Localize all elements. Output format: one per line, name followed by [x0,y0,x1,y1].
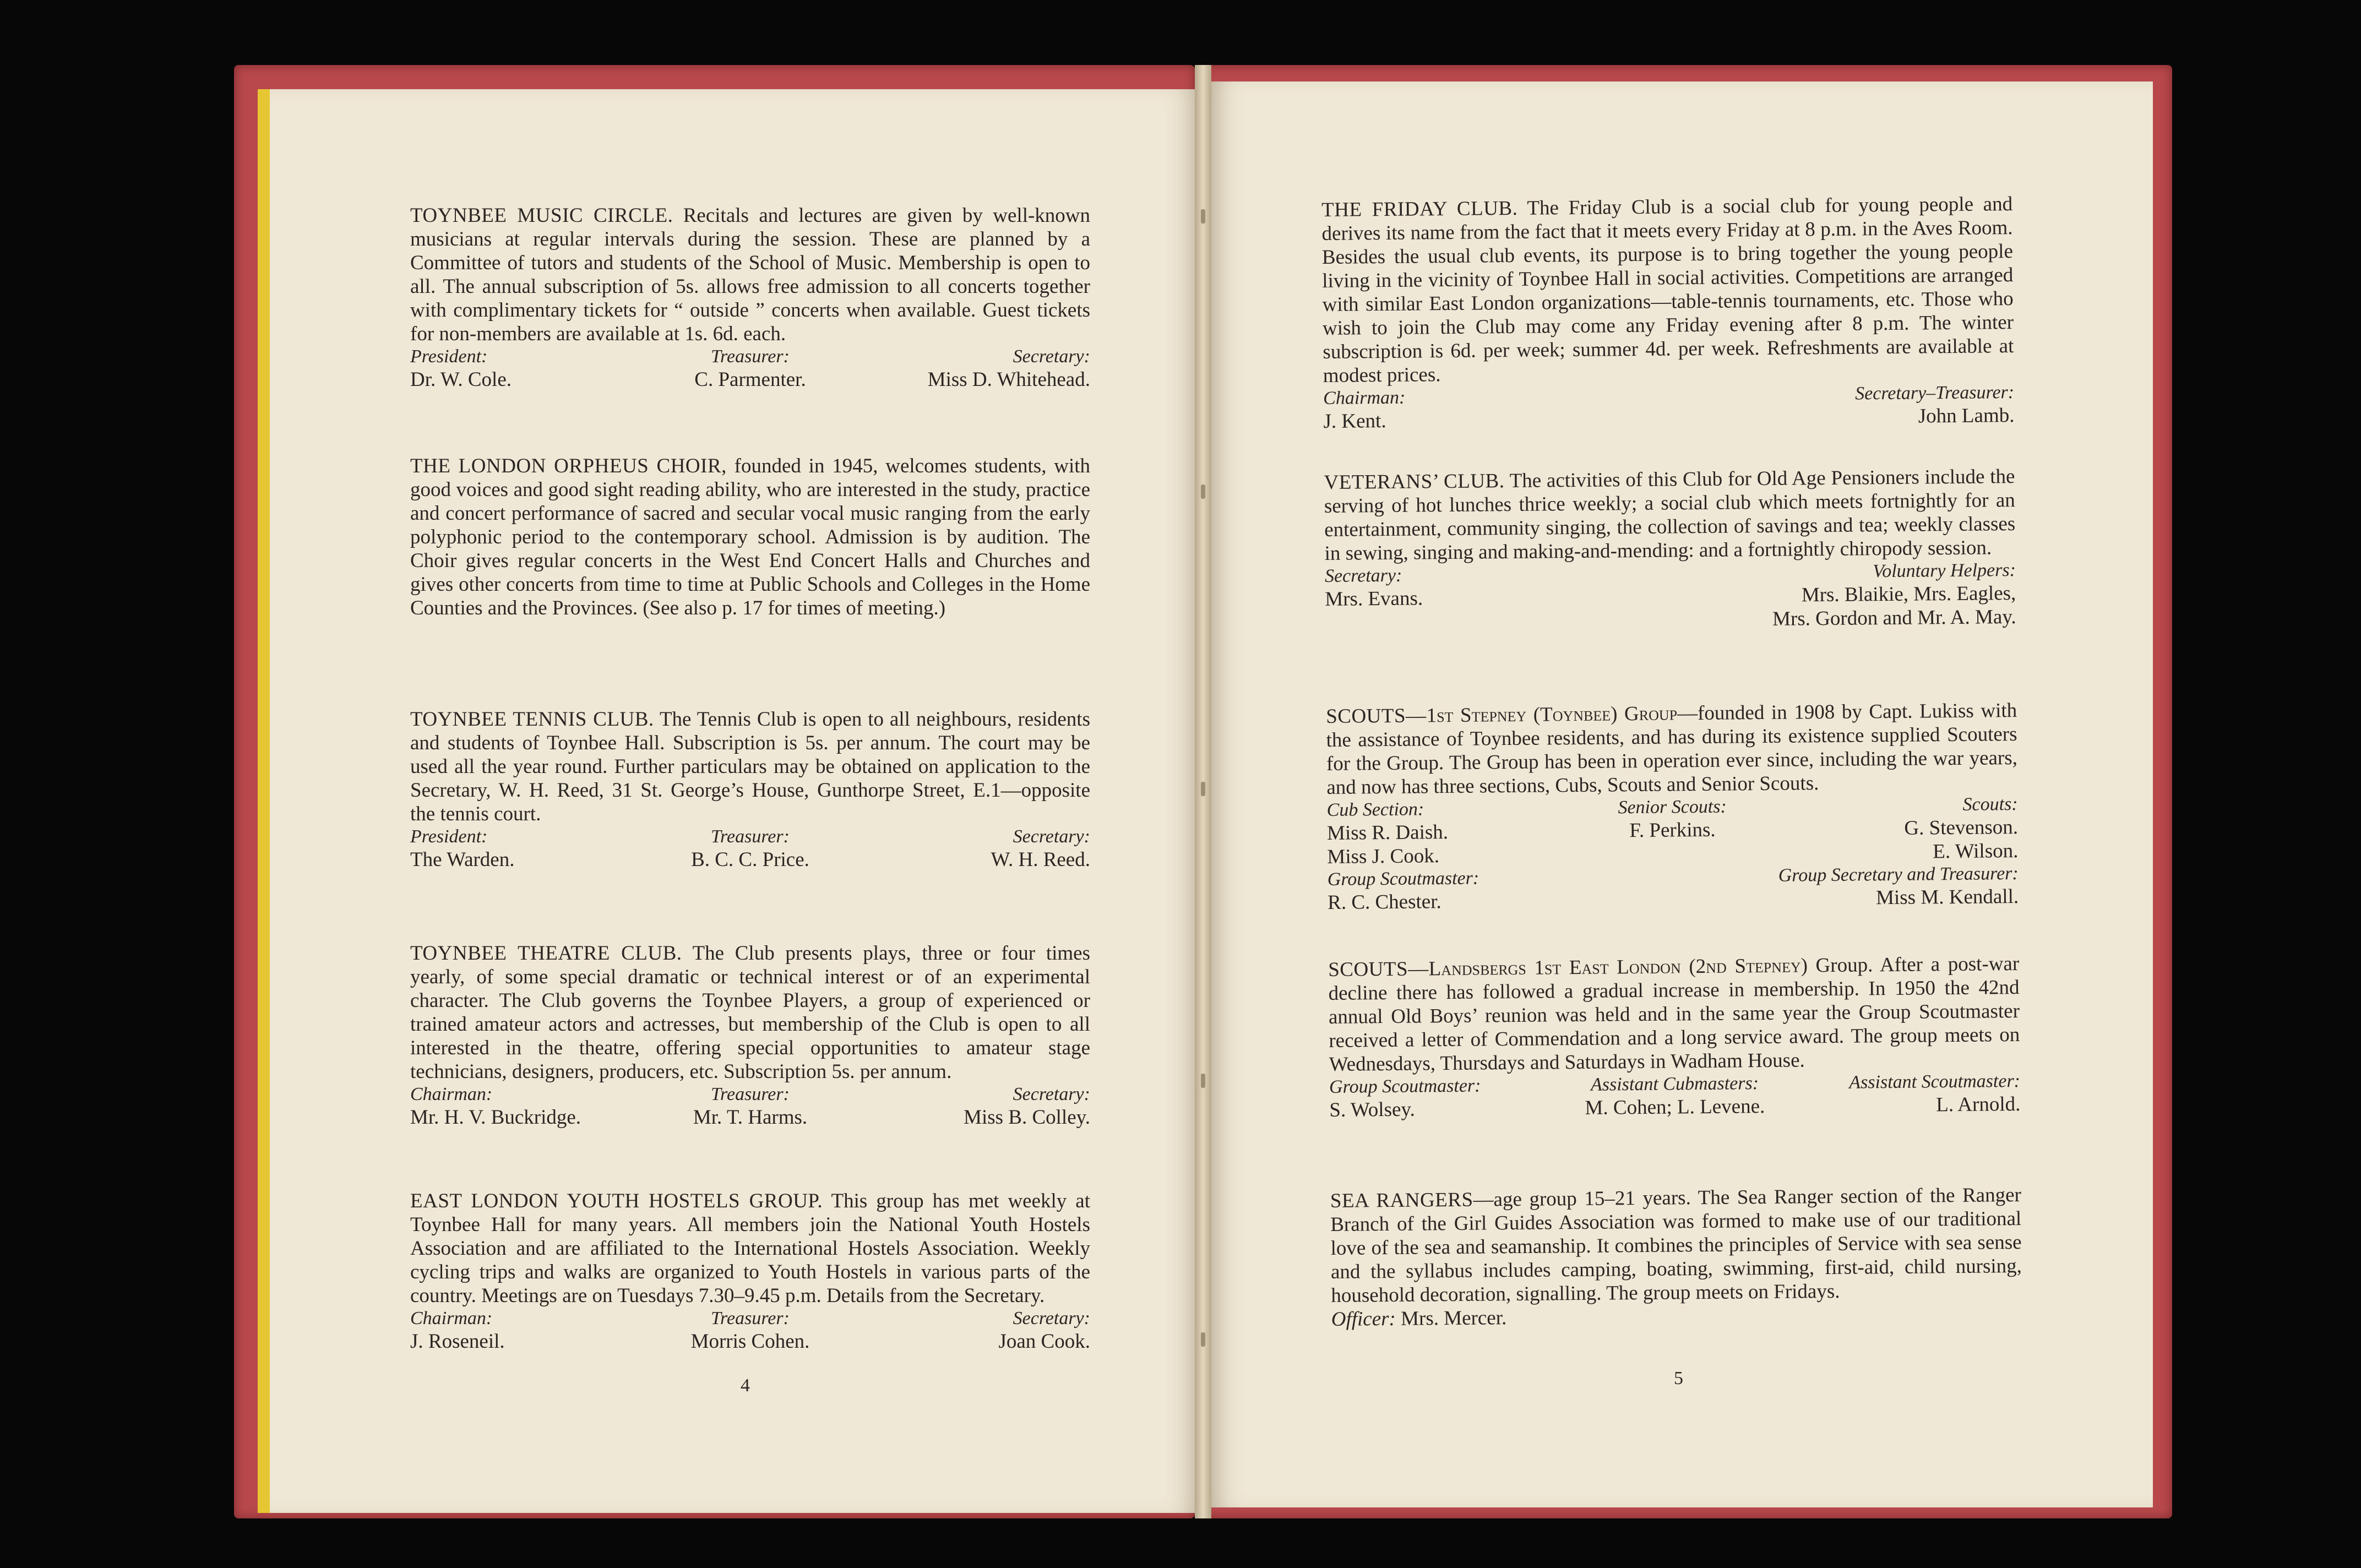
officer [863,1308,1090,1353]
page-edge [258,89,270,1513]
officer-name: Joan Cook. [998,1330,1090,1353]
entry-title: TOYNBEE THEATRE CLUB. [410,942,682,965]
entry-title: TOYNBEE MUSIC CIRCLE. [410,204,673,227]
officer-role: Treasurer: [711,826,790,847]
entry-body [410,454,1090,620]
entry-title: VETERANS’ CLUB. [1324,470,1505,494]
entry-sea-rangers [1330,1183,2022,1331]
officer [1787,793,2018,865]
officer [1673,863,2019,911]
entry-title: SCOUTS— [1328,957,1429,981]
officer [1790,1070,2021,1118]
officer-role: Cub Section: [1326,799,1424,820]
officer [863,826,1090,872]
entry-title: SCOUTS— [1326,704,1427,728]
entry-title: SEA RANGERS [1330,1188,1473,1212]
officer-name: R. C. Chester. [1327,890,1441,914]
entry-scouts-toynbee [1326,699,2019,914]
entry-orpheus-choir [410,454,1090,620]
entry-body [1324,465,2015,565]
officer-name: M. Cohen; L. Levene. [1585,1095,1765,1119]
entry-text: —age group 15–21 years. The Sea Ranger section of the Ranger Branch of the Girl Guides Association was formed to make use of our traditional love of the sea and seamanship. It combines the principles of Service with sea sense and the syllabus includes camping, boating, swimming, first-aid, child nursing, household decoration, signalling. The group meets on Fridays. [1330,1183,2022,1307]
officer-name: Mrs. Mercer. [1400,1306,1507,1330]
entry-title: THE FRIDAY CLUB. [1321,197,1518,221]
binding-stitch [1201,1332,1205,1347]
officer-role: Chairman: [1323,387,1406,409]
officer-name: B. C. C. Price. [691,848,809,871]
entry-veterans-club [1324,465,2016,635]
officer-role: Secretary: [1013,1084,1090,1104]
officer-role: Assistant Cubmasters: [1590,1073,1759,1095]
officer-role: Treasurer: [711,1084,790,1104]
officer-role: Group Scoutmaster: [1327,868,1479,890]
officer-role: Treasurer: [711,1308,790,1329]
entry-text: Recitals and lectures are given by well-known musicians at regular intervals during the session. These are planned by a Committee of tutors and students of the School of Music. Membership is open to all. The annual subscription of 5s. allows free admission to all concerts together with complimentary tickets for “ outside ” concerts when available. Guest tickets for non-members are available at 1s. 6d. each. [410,204,1091,345]
officer [410,346,637,391]
officer [1323,385,1669,433]
officer-name: F. Perkins. [1629,818,1716,842]
officer-role: Secretary: [1013,1308,1090,1329]
officer [637,1308,864,1353]
officers-row [1325,559,2016,635]
officer [1668,382,2014,430]
entry-body [1326,699,2017,799]
officer-role: Group Scoutmaster: [1329,1075,1481,1097]
officer-role: Treasurer: [711,346,790,367]
officer-name: The Warden. [410,848,515,871]
officers-row [410,1308,1090,1353]
entry-text: Group. After a post-war decline there has followed a gradual increase in membership. In 1950 the 42nd annual Old Boys’ reunion was held and in the same year the Group Scoutmaster received a letter of Commendation and a long service award. The group meets on Wednesdays, Thursdays and Saturdays in Wadham House. [1328,952,2020,1076]
officer-role: President: [410,826,488,847]
officer [637,346,864,391]
entry-group: 1st Stepney (Toynbee) Group [1426,702,1678,727]
entry-text: —founded in 1908 by Capt. Lukiss with the assistance of Toynbee residents, and has during its existence supplied Scouters for the Group. The Group has been in operation ever since, including the war years, and now has three sections, Cubs, Scouts and Senior Scouts. [1326,699,2018,799]
officer-name: E. Wilson. [1933,840,2019,863]
binding-stitch [1201,782,1205,796]
officer-role: Scouts: [1962,794,2018,815]
entry-group: Landsbergs 1st East London (2nd Stepney) [1428,954,1808,981]
officer-role: Group Secretary and Treasurer: [1778,863,2019,886]
officer [410,826,637,872]
binding-stitch [1201,1074,1205,1088]
officer [1328,865,1673,914]
entry-friday-club [1321,192,2015,433]
officers-row [1328,863,2019,914]
officers-row [410,1084,1090,1129]
officer-name: Dr. W. Cole. [410,368,512,391]
page-number-left: 4 [741,1375,750,1396]
officer [410,1308,637,1353]
officer-role: Secretary–Treasurer: [1855,382,2015,404]
officer [637,1084,864,1129]
officers-row [410,826,1090,872]
officer-name: J. Roseneil. [410,1330,505,1353]
officer-name: S. Wolsey. [1329,1098,1415,1121]
entry-youth-hostels [410,1189,1090,1353]
officers-row [1329,1070,2021,1122]
officer-name: Mr. H. V. Buckridge. [410,1106,581,1129]
entry-body [410,941,1090,1084]
entry-text: The Friday Club is a social club for young people and derives its name from the fact that it meets every Friday at 8 p.m. in the Aves Room. Besides the usual club events, its purpose is to bring together the young people living in the vicinity of Toynbee Hall in social activities. Competitions are arranged with similar East London organizations—table-tennis tournaments, etc. Those who wish to join the Club may come any Friday evening after 8 p.m. The winter subscription is 6d. per week; summer 4d. per week. Refreshments are available at modest prices. [1321,193,2014,387]
officer-role: Officer: [1331,1307,1396,1331]
officer [1557,796,1788,867]
entry-scouts-landsbergs [1328,952,2021,1122]
officer-name: L. Arnold. [1936,1092,2021,1117]
entry-title: TOYNBEE TENNIS CLUB. [410,708,654,731]
page-number-right: 5 [1674,1368,1683,1389]
entry-tennis-club [410,707,1090,872]
entry-music-circle [410,204,1090,391]
officer-name: C. Parmenter. [694,368,806,391]
officer-role: Secretary: [1324,565,1402,586]
officer-role: Chairman: [410,1308,493,1329]
officer [863,346,1090,391]
officer [1670,559,2016,631]
officers-row [410,346,1090,391]
entry-theatre-club [410,941,1090,1129]
officer-role: Assistant Scoutmaster: [1849,1070,2021,1093]
officer [1329,1074,1560,1122]
officer-name: Mrs. Blaikie, Mrs. Eagles, [1801,582,2016,607]
officer-role: Senior Scouts: [1618,796,1727,818]
officer [863,1084,1090,1129]
entry-body [410,707,1090,826]
officer [410,1084,637,1129]
binding-stitch [1201,484,1205,499]
entry-text: founded in 1945, welcomes students, with good voices and good sight reading ability, who are interested in the study, practice and concert performance of sacred and secular vocal music ranging from the early polyphonic period to the contemporary school. Admission is by audition. The Choir gives regular concerts in the West End Concert Halls and Churches and gives other concerts from time to time at Public Schools and Colleges in the Home Counties and the Provinces. (See also p. 17 for times of meeting.) [410,455,1091,619]
officer-name: Miss J. Cook. [1327,845,1440,868]
entry-body [410,1189,1090,1308]
entry-text: The activities of this Club for Old Age Pensioners include the serving of hot lunches thrice weekly; a social club which meets fortnightly for an entertainment, community singing, the collection of savings and tea; weekly classes in sewing, singing and making-and-mending: and a fortnightly chiropody session. [1324,465,2016,565]
officer-role: Voluntary Helpers: [1873,560,2016,582]
entry-body [410,204,1090,346]
entry-title: EAST LONDON YOUTH HOSTELS GROUP. [410,1190,823,1212]
entry-body [1321,192,2014,388]
officer-role: President: [410,346,488,367]
entry-text: The Club presents plays, three or four times yearly, of some special dramatic or technical interest or of an experimental character. The Club governs the Toynbee Players, a group of experienced or trained amateur actors and actresses, but membership of the Club is open to all interested in the theatre, offering special opportunities to amateur stage technicians, designers, producers, etc. Subscription 5s. per annum. [410,942,1090,1083]
officers-row [1327,793,2019,869]
officer-name: G. Stevenson. [1904,816,2019,840]
officer [1327,797,1558,869]
officer [1325,562,1671,634]
entry-title: THE LONDON ORPHEUS CHOIR, [410,455,727,477]
entry-body [1328,952,2020,1076]
officer [1559,1072,1790,1120]
officer-name: Mrs. Evans. [1325,587,1423,611]
entry-body [1330,1183,2022,1308]
officer-name: John Lamb. [1918,404,2015,428]
officer-name: Miss D. Whitehead. [927,368,1090,391]
officer-name: Mr. T. Harms. [693,1106,808,1129]
officer-role: Chairman: [410,1084,493,1104]
officer-name: Mrs. Gordon and Mr. A. May. [1772,606,2016,630]
officer-name: W. H. Reed. [991,848,1090,871]
entry-text: The Tennis Club is open to all neighbours, residents and students of Toynbee Hall. Subscription is 5s. per annum. The court may be used all the year round. Further particulars may be obtained on application to the Secretary, W. H. Reed, 31 St. George’s House, Gunthorpe Street, E.1—opposite the tennis court. [410,708,1090,825]
binding-stitch [1201,209,1205,224]
officer-name: Miss B. Colley. [964,1106,1090,1129]
entry-text: This group has met weekly at Toynbee Hall for many years. All members join the National Youth Hostels Association and are affiliated to the International Hostels Association. Weekly cycling trips and walks are organized to Youth Hostels in various parts of the country. Meetings are on Tuesdays 7.30–9.45 p.m. Details from the Secretary. [410,1190,1090,1307]
officer [637,826,864,872]
officer-role: Secretary: [1013,346,1090,367]
officer-name: Morris Cohen. [690,1330,810,1353]
officer-name: J. Kent. [1323,409,1386,433]
officer-name: Miss M. Kendall. [1875,885,2019,910]
officer-role: Secretary: [1013,826,1090,847]
officer-name: Miss R. Daish. [1326,821,1449,845]
officers-row [1323,382,2015,433]
